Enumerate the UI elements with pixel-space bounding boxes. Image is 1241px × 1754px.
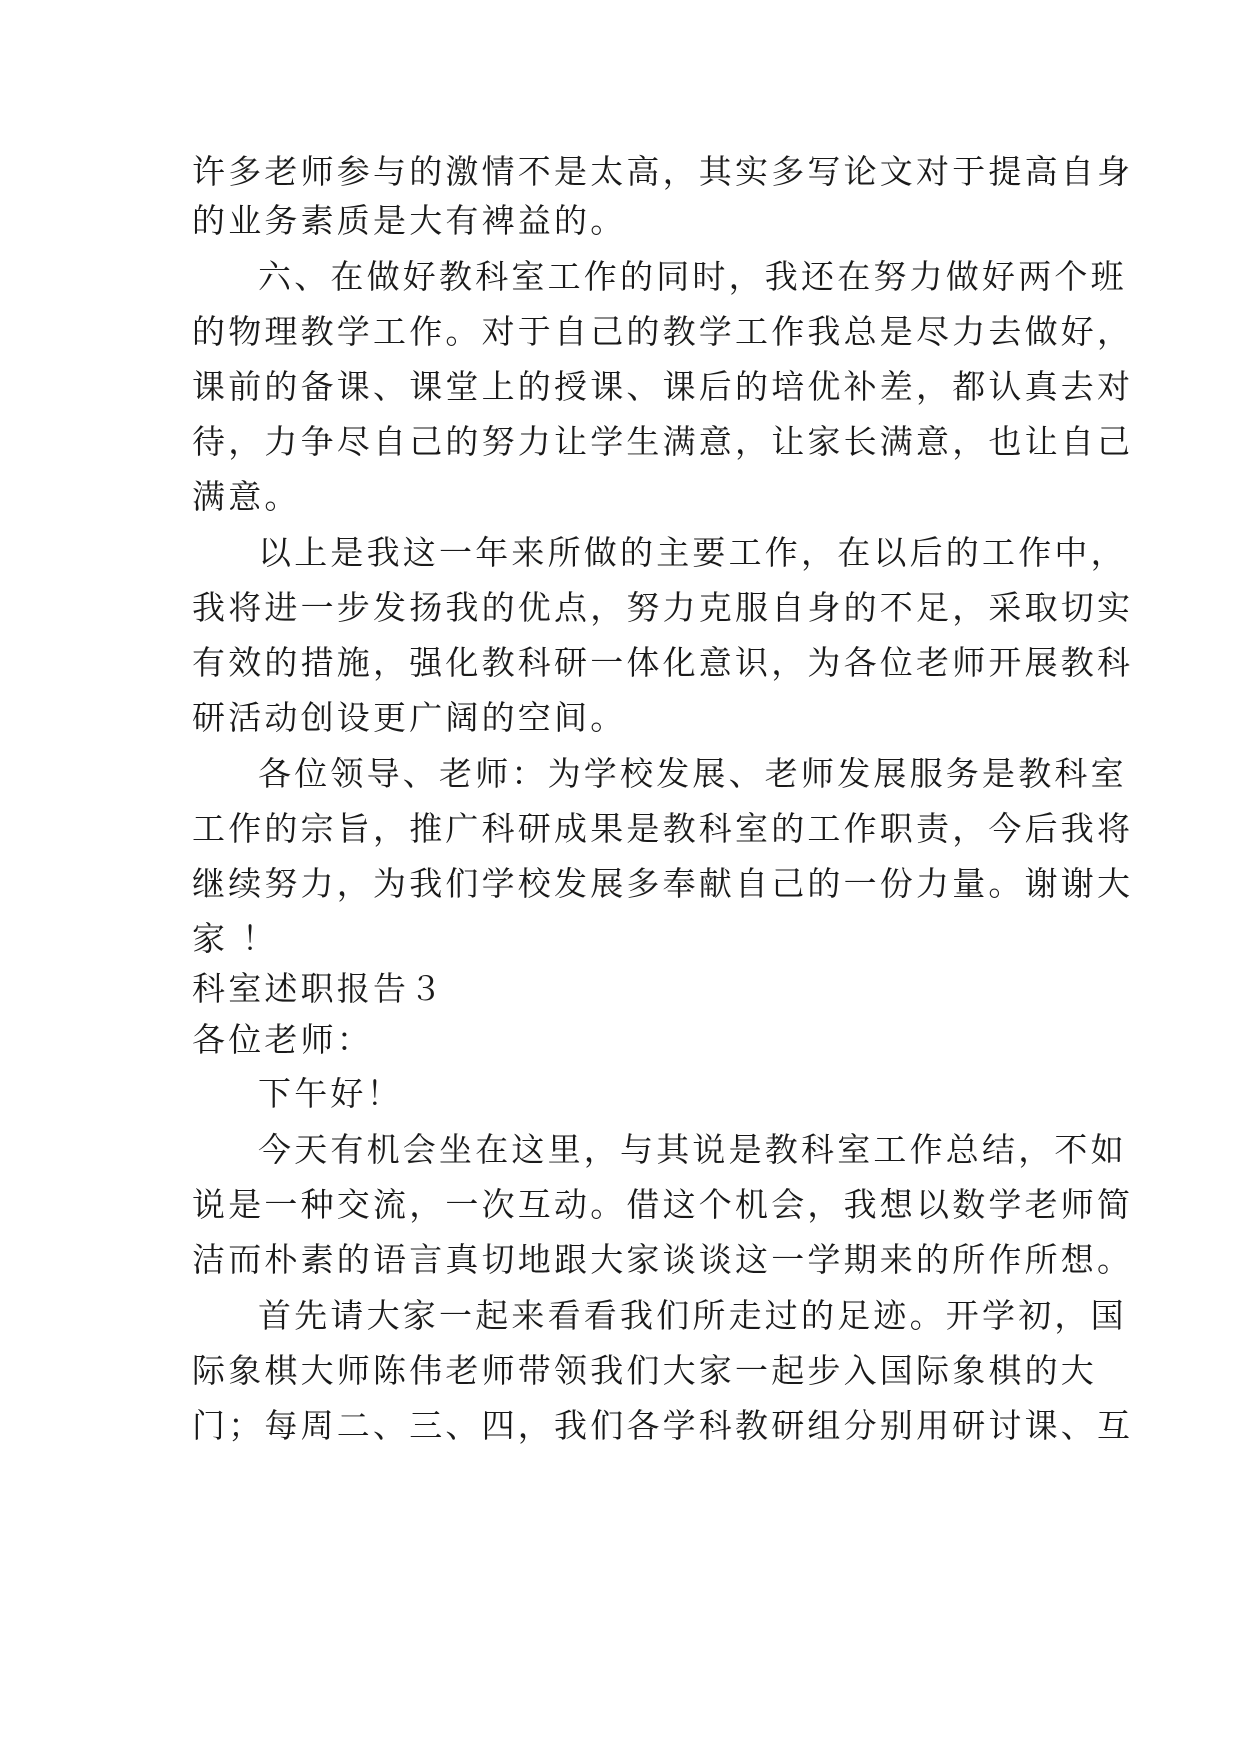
text-line: 工作的宗旨，推广科研成果是教科室的工作职责，今后我将 — [192, 809, 1134, 848]
text-line: 研活动创设更广阔的空间。 — [192, 698, 627, 737]
text-line: 洁而朴素的语言真切地跟大家谈谈这一学期来的所作所想。 — [192, 1240, 1134, 1279]
text-line: 继续努力，为我们学校发展多奉献自己的一份力量。谢谢大 — [192, 864, 1134, 903]
greeting: 下午好！ — [258, 1074, 403, 1113]
salutation: 各位老师： — [192, 1020, 373, 1059]
text-line: 许多老师参与的激情不是太高，其实多写论文对于提高自身 — [192, 152, 1134, 191]
paragraph-start: 首先请大家一起来看看我们所走过的足迹。开学初，国 — [258, 1296, 1127, 1335]
text-line: 说是一种交流，一次互动。借这个机会，我想以数学老师简 — [192, 1185, 1134, 1224]
text-line: 家 ！ — [192, 919, 279, 958]
paragraph-start: 以上是我这一年来所做的主要工作，在以后的工作中， — [258, 533, 1127, 572]
text-line: 满意。 — [192, 477, 301, 516]
text-line: 的业务素质是大有裨益的。 — [192, 201, 627, 240]
text-line: 的物理教学工作。对于自己的教学工作我总是尽力去做好， — [192, 312, 1134, 351]
text-line: 际象棋大师陈伟老师带领我们大家一起步入国际象棋的大 — [192, 1351, 1097, 1390]
text-line: 课前的备课、课堂上的授课、课后的培优补差，都认真去对 — [192, 367, 1134, 406]
text-line: 待，力争尽自己的努力让学生满意，让家长满意，也让自己 — [192, 422, 1134, 461]
text-line: 门；每周二、三、四，我们各学科教研组分别用研讨课、互 — [192, 1406, 1134, 1445]
paragraph-start: 各位领导、老师：为学校发展、老师发展服务是教科室 — [258, 754, 1127, 793]
text-line: 有效的措施，强化教科研一体化意识，为各位老师开展教科 — [192, 643, 1134, 682]
text-line: 我将进一步发扬我的优点，努力克服自身的不足，采取切实 — [192, 588, 1134, 627]
paragraph-start: 六、在做好教科室工作的同时，我还在努力做好两个班 — [258, 257, 1127, 296]
paragraph-start: 今天有机会坐在这里，与其说是教科室工作总结，不如 — [258, 1130, 1127, 1169]
section-heading: 科室述职报告３ — [192, 969, 446, 1008]
